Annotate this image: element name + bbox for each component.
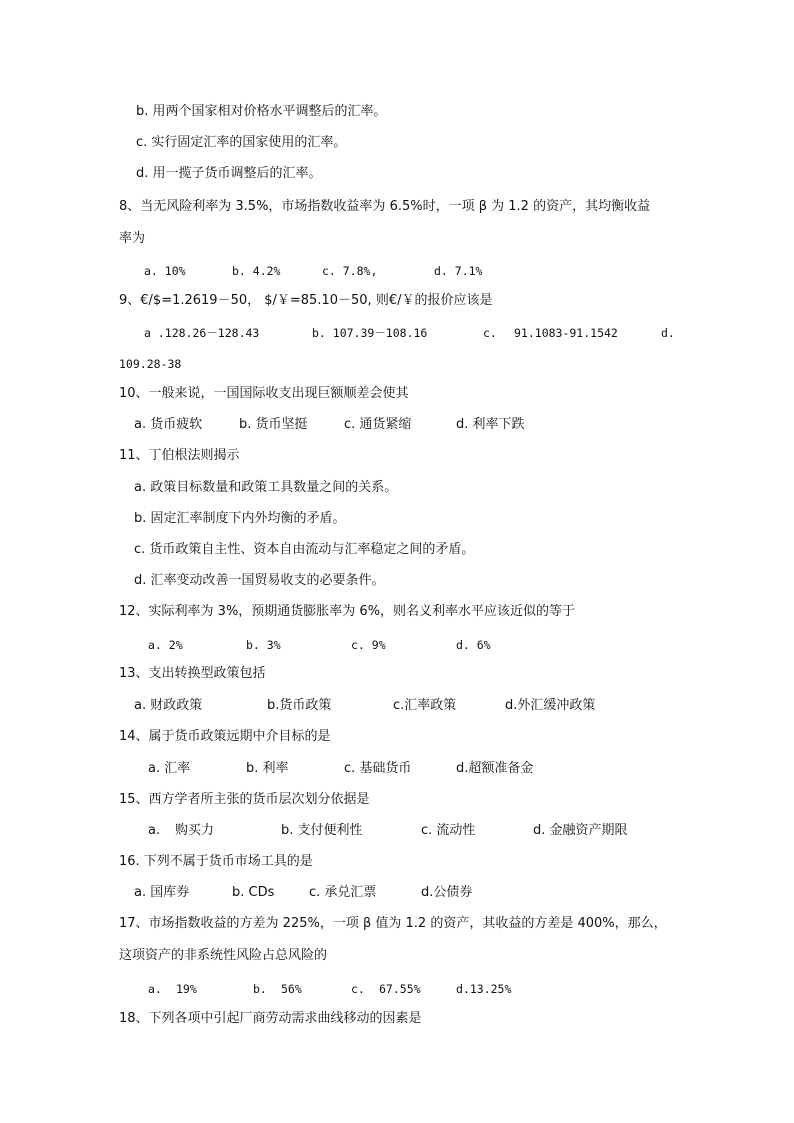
option-8d: d. 7.1% — [434, 264, 483, 278]
option-7b: b. 用两个国家相对价格水平调整后的汇率。 — [136, 104, 387, 119]
option-13d: d.外汇缓冲政策 — [505, 698, 596, 713]
question-11: 11、丁伯根法则揭示 — [119, 448, 240, 463]
option-17c-value: 67.55% — [379, 982, 421, 996]
option-16a: a. 国库券 — [134, 885, 190, 900]
option-9a: a .128.26－128.43 — [144, 326, 260, 340]
option-8b: b. 4.2% — [232, 264, 281, 278]
question-10: 10、一般来说，一国国际收支出现巨额顺差会使其 — [119, 386, 409, 401]
option-13a: a. 财政政策 — [134, 698, 203, 713]
option-10b: b. 货币坚挺 — [239, 417, 308, 432]
question-8: 8、当无风险利率为 3.5%，市场指数收益率为 6.5%时，一项 β 为 1.2 的资产，其均衡收益 — [119, 199, 651, 214]
option-9b: b. 107.39－108.16 — [312, 326, 428, 340]
option-14d: d.超额准备金 — [456, 761, 534, 776]
option-17b-label: b. — [253, 982, 267, 996]
option-14a: a. 汇率 — [148, 761, 191, 776]
option-13b: b.货币政策 — [267, 698, 332, 713]
option-10d: d. 利率下跌 — [456, 417, 525, 432]
option-9d-label: d. — [661, 326, 675, 340]
option-8c: c. 7.8%, — [322, 264, 378, 278]
question-17-cont: 这项资产的非系统性风险占总风险的 — [119, 948, 328, 963]
option-11d: d. 汇率变动改善一国贸易收支的必要条件。 — [134, 573, 385, 588]
question-17: 17、市场指数收益的方差为 225%，一项 β 值为 1.2 的资产，其收益的方差是 400%，那么， — [119, 916, 667, 931]
option-12c: c. 9% — [351, 638, 386, 652]
option-16b: b. CDs — [232, 885, 275, 900]
option-17c-label: c. — [351, 982, 365, 996]
option-7d: d. 用一揽子货币调整后的汇率。 — [136, 166, 322, 181]
question-18: 18、下列各项中引起厂商劳动需求曲线移动的因素是 — [119, 1011, 422, 1026]
question-8-cont: 率为 — [119, 231, 146, 246]
question-9: 9、€/$=1.2619－50， $/￥=85.10－50, 则€/￥的报价应该是 — [119, 293, 493, 308]
option-16d: d.公债券 — [421, 885, 473, 900]
option-17a-value: 19% — [176, 982, 197, 996]
option-15c: c. 流动性 — [421, 823, 476, 838]
option-13c: c.汇率政策 — [393, 698, 457, 713]
option-17a-label: a. — [148, 982, 162, 996]
question-14: 14、属于货币政策远期中介目标的是 — [119, 729, 331, 744]
question-12: 12、实际利率为 3%，预期通货膨胀率为 6%，则名义利率水平应该近似的等于 — [119, 604, 576, 619]
option-15a-label: a. — [148, 823, 161, 838]
option-11a: a. 政策目标数量和政策工具数量之间的关系。 — [134, 480, 398, 495]
option-17d: d.13.25% — [456, 982, 512, 996]
option-15d: d. 金融资产期限 — [533, 823, 628, 838]
option-10a: a. 货币疲软 — [134, 417, 203, 432]
question-16: 16. 下列不属于货币市场工具的是 — [119, 854, 313, 869]
option-9c-value: 91.1083-91.1542 — [514, 326, 618, 340]
option-12d: d. 6% — [456, 638, 491, 652]
option-17b-value: 56% — [281, 982, 302, 996]
option-9c-label: c. — [483, 326, 497, 340]
question-15: 15、西方学者所主张的货币层次划分依据是 — [119, 792, 370, 807]
option-11c: c. 货币政策自主性、资本自由流动与汇率稳定之间的矛盾。 — [134, 542, 475, 557]
option-7c: c. 实行固定汇率的国家使用的汇率。 — [136, 135, 347, 150]
option-8a: a. 10% — [144, 264, 186, 278]
question-13: 13、支出转换型政策包括 — [119, 666, 266, 681]
option-14c: c. 基础货币 — [344, 761, 412, 776]
option-14b: b. 利率 — [246, 761, 289, 776]
option-12a: a. 2% — [148, 638, 183, 652]
option-11b: b. 固定汇率制度下内外均衡的矛盾。 — [134, 511, 346, 526]
option-16c: c. 承兑汇票 — [309, 885, 377, 900]
option-10c: c. 通货紧缩 — [344, 417, 412, 432]
option-9d-value: 109.28-38 — [119, 357, 182, 371]
option-15a-text: 购买力 — [175, 823, 215, 838]
option-15b: b. 支付便利性 — [281, 823, 363, 838]
option-12b: b. 3% — [246, 638, 281, 652]
